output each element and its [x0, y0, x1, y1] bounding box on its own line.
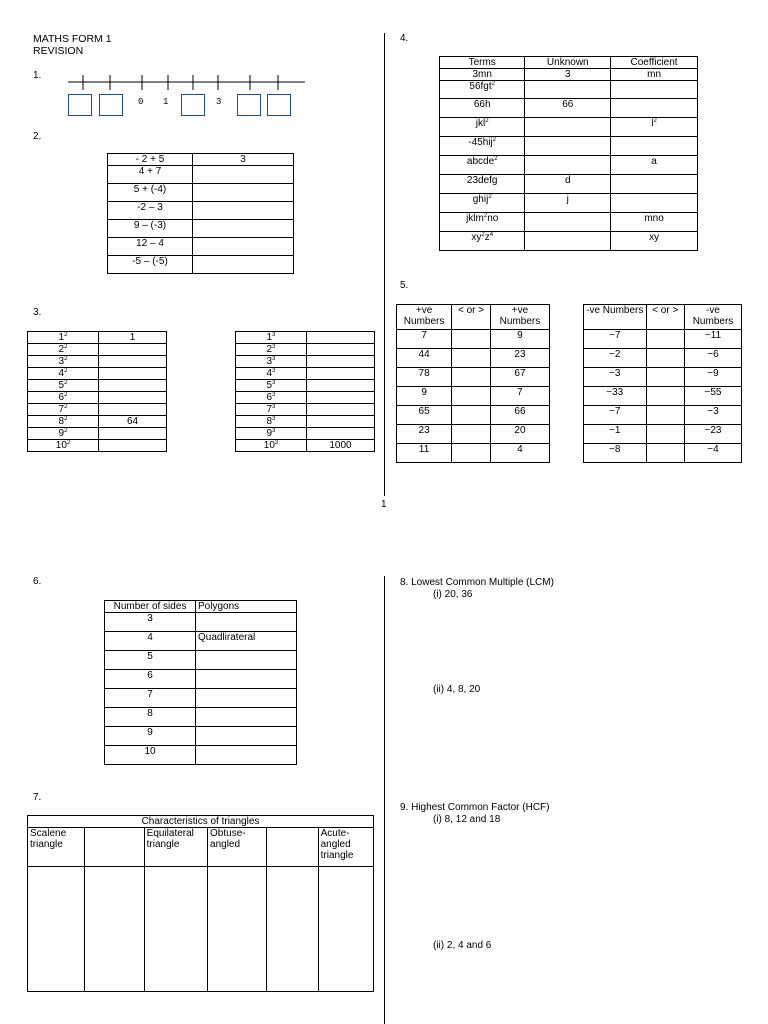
answer-cell[interactable] — [193, 220, 294, 238]
table-row — [440, 175, 698, 194]
table-row — [236, 380, 375, 392]
power-cell: $8^3$ — [236, 416, 307, 428]
exponent: 2 — [64, 416, 68, 422]
coefficient-cell[interactable] — [611, 137, 698, 156]
table-row — [397, 387, 550, 406]
table-row — [108, 154, 294, 166]
comparison-cell[interactable] — [452, 444, 491, 463]
column-header: +ve Numbers — [397, 305, 452, 330]
comparison-cell[interactable] — [646, 349, 684, 368]
term-cell: 23defg — [440, 175, 525, 194]
expression-cell: -2 – 3 — [108, 202, 193, 220]
number-cell: −7 — [584, 330, 647, 349]
table-row — [236, 356, 375, 368]
comparison-cell[interactable] — [646, 406, 684, 425]
answer-box[interactable] — [68, 94, 92, 116]
answer-cell[interactable] — [208, 867, 267, 992]
answer-box[interactable] — [181, 94, 205, 116]
q9-part-2: (ii) 2, 4 and 6 — [433, 940, 492, 951]
expression-cell: - 2 + 5 — [108, 154, 193, 166]
squares-table — [27, 331, 167, 452]
answer-cell[interactable] — [307, 428, 375, 440]
number-cell: −3 — [685, 406, 742, 425]
coefficient-cell[interactable]: mno — [611, 213, 698, 232]
power-cell: $4^2$ — [28, 368, 99, 380]
answer-cell[interactable] — [99, 356, 167, 368]
exponent: 3 — [272, 344, 276, 350]
column-header — [85, 828, 144, 867]
term-cell: -45hij$^2$ — [440, 137, 525, 156]
exponent: 2 — [491, 81, 495, 87]
power-cell: $3^3$ — [236, 356, 307, 368]
column-header: Polygons — [196, 601, 297, 613]
comparison-cell[interactable] — [452, 387, 491, 406]
term-cell: ghij$^2$ — [440, 194, 525, 213]
answer-box[interactable] — [267, 94, 291, 116]
sides-cell: 3 — [105, 613, 196, 632]
column-header: < or > — [452, 305, 491, 330]
positive-compare-table — [396, 304, 550, 463]
table-row — [440, 213, 698, 232]
coefficient-cell[interactable]: xy — [611, 232, 698, 251]
expression-cell: 4 + 7 — [108, 166, 193, 184]
comparison-cell[interactable] — [452, 406, 491, 425]
column-header: Scalene triangle — [28, 828, 85, 867]
number-cell: 66 — [490, 406, 549, 425]
table-row — [440, 69, 698, 81]
number-cell: −11 — [685, 330, 742, 349]
table-row — [105, 689, 297, 708]
column-header — [267, 828, 318, 867]
answer-cell[interactable] — [85, 867, 144, 992]
answer-cell[interactable] — [307, 368, 375, 380]
table-row — [28, 440, 167, 452]
expression-cell: 9 – (-3) — [108, 220, 193, 238]
exponent: 3 — [272, 380, 276, 386]
table-row — [28, 344, 167, 356]
exponent: 2 — [494, 156, 498, 162]
table-row — [105, 613, 297, 632]
tick-label: 0 — [138, 97, 144, 107]
sides-cell: 9 — [105, 727, 196, 746]
exponent: 2 — [481, 232, 485, 238]
polygon-cell[interactable] — [196, 727, 297, 746]
power-cell: $9^2$ — [28, 428, 99, 440]
table-row — [108, 202, 294, 220]
exponent: 3 — [272, 368, 276, 374]
comparison-cell[interactable] — [452, 425, 491, 444]
term-cell: abcde$^2$ — [440, 156, 525, 175]
comparison-cell[interactable] — [646, 387, 684, 406]
answer-row — [28, 867, 374, 992]
sides-cell: 7 — [105, 689, 196, 708]
power-cell: $8^2$ — [28, 416, 99, 428]
coefficient-cell[interactable] — [611, 194, 698, 213]
table-row — [397, 349, 550, 368]
answer-cell[interactable] — [193, 238, 294, 256]
title-line-2: REVISION — [33, 45, 84, 57]
number-cell: −1 — [584, 425, 647, 444]
header-row — [28, 828, 374, 867]
column-header: Terms — [440, 57, 525, 69]
power-cell: $5^2$ — [28, 380, 99, 392]
q8-title: 8. Lowest Common Multiple (LCM) — [400, 577, 554, 588]
comparison-cell[interactable] — [646, 444, 684, 463]
table-row — [105, 632, 297, 651]
unknown-cell[interactable] — [525, 156, 611, 175]
coefficient-cell[interactable] — [611, 99, 698, 118]
power-cell: $2^3$ — [236, 344, 307, 356]
exponent: 2 — [483, 213, 488, 219]
term-cell: jkl$^2$ — [440, 118, 525, 137]
table-row — [236, 368, 375, 380]
q7-label: 7. — [33, 792, 42, 803]
term-cell: 56fgt$^2$ — [440, 81, 525, 99]
exponent: 2 — [485, 118, 489, 124]
answer-cell[interactable] — [99, 344, 167, 356]
exponent: 2 — [66, 440, 71, 446]
column-divider-top — [384, 33, 385, 496]
answer-cell[interactable]: 1 — [99, 332, 167, 344]
q8-part-2: (ii) 4, 8, 20 — [433, 684, 481, 695]
coefficient-cell[interactable]: $l^2$ — [611, 118, 698, 137]
table-row — [236, 440, 375, 452]
polygon-cell[interactable]: Quadlirateral — [196, 632, 297, 651]
answer-cell[interactable] — [99, 368, 167, 380]
terms-table — [439, 56, 698, 251]
polygon-cell[interactable] — [196, 746, 297, 765]
number-cell: 23 — [490, 349, 549, 368]
table-row — [584, 425, 742, 444]
table-row — [105, 670, 297, 689]
table-row — [584, 349, 742, 368]
term-cell: 3mn — [440, 69, 525, 81]
q2-label: 2. — [33, 131, 42, 142]
number-cell: 7 — [397, 330, 452, 349]
table-row — [397, 330, 550, 349]
table-row — [236, 416, 375, 428]
table-row — [440, 232, 698, 251]
exponent: 2 — [653, 118, 657, 124]
table-row — [28, 368, 167, 380]
table-row — [397, 444, 550, 463]
exponent: 2 — [64, 392, 68, 398]
table-row — [584, 368, 742, 387]
header-row — [397, 305, 550, 330]
table-row — [440, 137, 698, 156]
title-row — [28, 816, 374, 828]
exponent: 2 — [488, 194, 492, 200]
table-row — [108, 256, 294, 274]
polygons-table — [104, 600, 297, 765]
q5-label: 5. — [400, 280, 409, 291]
column-header: Number of sides — [105, 601, 196, 613]
number-cell: 20 — [490, 425, 549, 444]
number-cell: 9 — [397, 387, 452, 406]
comparison-cell[interactable] — [452, 349, 491, 368]
column-header: +ve Numbers — [490, 305, 549, 330]
sides-cell: 10 — [105, 746, 196, 765]
tick-label: 1 — [163, 97, 169, 107]
column-header: Acute-angled triangle — [318, 828, 373, 867]
table-row — [236, 332, 375, 344]
exponent: 2 — [64, 368, 68, 374]
q9-part-1: (i) 8, 12 and 18 — [433, 814, 501, 825]
coefficient-cell[interactable] — [611, 175, 698, 194]
table-row — [584, 330, 742, 349]
integer-operations-table — [107, 153, 294, 274]
coefficient-cell[interactable]: mn — [611, 69, 698, 81]
table-row — [28, 356, 167, 368]
comparison-cell[interactable] — [646, 330, 684, 349]
answer-cell[interactable] — [28, 867, 85, 992]
exponent: 3 — [272, 356, 276, 362]
q1-label: 1. — [33, 70, 42, 81]
term-cell: $xy^2z^4$ — [440, 232, 525, 251]
table-row — [397, 425, 550, 444]
term-cell: 66h — [440, 99, 525, 118]
answer-cell[interactable] — [193, 256, 294, 274]
exponent: 3 — [274, 440, 279, 446]
column-header: -ve Numbers — [685, 305, 742, 330]
power-cell: $6^2$ — [28, 392, 99, 404]
term-cell: jklm$^2$no — [440, 213, 525, 232]
column-header: Obtuse-angled — [208, 828, 267, 867]
answer-box[interactable] — [237, 94, 261, 116]
table-row — [584, 406, 742, 425]
power-cell: $7^2$ — [28, 404, 99, 416]
polygon-cell[interactable] — [196, 670, 297, 689]
header-row — [105, 601, 297, 613]
table-row — [236, 404, 375, 416]
table-row — [440, 118, 698, 137]
comparison-cell[interactable] — [452, 330, 491, 349]
answer-cell[interactable] — [99, 428, 167, 440]
table-row — [28, 404, 167, 416]
table-row — [236, 392, 375, 404]
number-cell: −3 — [584, 368, 647, 387]
negative-compare-table — [583, 304, 742, 463]
expression-cell: 12 – 4 — [108, 238, 193, 256]
answer-cell[interactable] — [193, 184, 294, 202]
number-cell: −9 — [685, 368, 742, 387]
exponent: 3 — [272, 416, 276, 422]
answer-cell[interactable] — [307, 416, 375, 428]
answer-cell[interactable]: 1000 — [307, 440, 375, 452]
table-row — [440, 99, 698, 118]
table-row — [584, 444, 742, 463]
answer-cell[interactable]: 3 — [193, 154, 294, 166]
number-cell: −4 — [685, 444, 742, 463]
coefficient-cell[interactable] — [611, 81, 698, 99]
power-cell: $3^2$ — [28, 356, 99, 368]
expression-cell: -5 – (-5) — [108, 256, 193, 274]
page-number: 1 — [381, 499, 387, 510]
column-header: Coefficient — [611, 57, 698, 69]
unknown-cell[interactable] — [525, 137, 611, 156]
table-title: Characteristics of triangles — [28, 816, 374, 828]
triangles-table — [27, 815, 374, 992]
table-row — [105, 727, 297, 746]
table-row — [28, 332, 167, 344]
column-header: Equilateral triangle — [144, 828, 207, 867]
exponent: 2 — [64, 356, 68, 362]
q4-label: 4. — [400, 33, 409, 44]
exponent: 2 — [492, 137, 497, 143]
number-cell: −8 — [584, 444, 647, 463]
answer-cell[interactable] — [267, 867, 318, 992]
table-row — [105, 708, 297, 727]
unknown-cell[interactable] — [525, 213, 611, 232]
exponent: 3 — [272, 392, 276, 398]
polygon-cell[interactable] — [196, 651, 297, 670]
answer-box[interactable] — [99, 94, 123, 116]
power-cell: $10^2$ — [28, 440, 99, 452]
polygon-cell[interactable] — [196, 613, 297, 632]
exponent: 3 — [272, 332, 276, 338]
table-row — [440, 81, 698, 99]
number-cell: 9 — [490, 330, 549, 349]
unknown-cell[interactable] — [525, 232, 611, 251]
unknown-cell[interactable]: 66 — [525, 99, 611, 118]
table-row — [108, 238, 294, 256]
q9-title: 9. Highest Common Factor (HCF) — [400, 802, 550, 813]
unknown-cell[interactable] — [525, 81, 611, 99]
answer-cell[interactable] — [99, 440, 167, 452]
unknown-cell[interactable]: 3 — [525, 69, 611, 81]
q3-label: 3. — [33, 307, 42, 318]
power-cell: $1^3$ — [236, 332, 307, 344]
exponent: 2 — [64, 344, 68, 350]
power-cell: $4^3$ — [236, 368, 307, 380]
answer-cell[interactable] — [144, 867, 207, 992]
number-cell: 4 — [490, 444, 549, 463]
tick-label: 3 — [216, 97, 222, 107]
number-cell: 65 — [397, 406, 452, 425]
cubes-table — [235, 331, 375, 452]
table-row — [105, 746, 297, 765]
unknown-cell[interactable] — [525, 118, 611, 137]
answer-cell[interactable] — [193, 202, 294, 220]
table-row — [105, 651, 297, 670]
power-cell: $7^3$ — [236, 404, 307, 416]
power-cell: $9^3$ — [236, 428, 307, 440]
answer-cell[interactable] — [307, 332, 375, 344]
polygon-cell[interactable] — [196, 689, 297, 708]
number-cell: 44 — [397, 349, 452, 368]
column-header: -ve Numbers — [584, 305, 647, 330]
unknown-cell[interactable]: j — [525, 194, 611, 213]
table-row — [440, 156, 698, 175]
table-row — [28, 416, 167, 428]
q6-label: 6. — [33, 576, 42, 587]
table-row — [108, 184, 294, 202]
number-cell: −23 — [685, 425, 742, 444]
sides-cell: 6 — [105, 670, 196, 689]
exponent: 3 — [272, 404, 276, 410]
table-row — [28, 380, 167, 392]
worksheet-title — [33, 33, 112, 57]
exponent: 2 — [64, 404, 68, 410]
number-cell: 7 — [490, 387, 549, 406]
power-cell: $1^2$ — [28, 332, 99, 344]
number-cell: −2 — [584, 349, 647, 368]
table-row — [397, 406, 550, 425]
answer-cell[interactable] — [193, 166, 294, 184]
comparison-cell[interactable] — [646, 368, 684, 387]
q8-part-1: (i) 20, 36 — [433, 589, 473, 600]
table-row — [236, 428, 375, 440]
power-cell: $10^3$ — [236, 440, 307, 452]
polygon-cell[interactable] — [196, 708, 297, 727]
power-cell: $5^3$ — [236, 380, 307, 392]
number-cell: 11 — [397, 444, 452, 463]
sides-cell: 8 — [105, 708, 196, 727]
answer-cell[interactable] — [307, 380, 375, 392]
table-row — [236, 344, 375, 356]
table-row — [584, 387, 742, 406]
column-header: Unknown — [525, 57, 611, 69]
number-cell: −55 — [685, 387, 742, 406]
answer-cell[interactable] — [318, 867, 373, 992]
coefficient-cell[interactable]: a — [611, 156, 698, 175]
table-row — [28, 428, 167, 440]
comparison-cell[interactable] — [646, 425, 684, 444]
exponent: 2 — [64, 380, 68, 386]
number-cell: 23 — [397, 425, 452, 444]
number-cell: 78 — [397, 368, 452, 387]
comparison-cell[interactable] — [452, 368, 491, 387]
answer-cell[interactable] — [307, 344, 375, 356]
answer-cell[interactable] — [307, 404, 375, 416]
column-divider-bottom — [384, 576, 385, 1024]
exponent: 2 — [64, 428, 68, 434]
header-row — [440, 57, 698, 69]
table-row — [108, 220, 294, 238]
answer-cell[interactable] — [307, 392, 375, 404]
table-row — [28, 392, 167, 404]
answer-cell[interactable] — [99, 404, 167, 416]
exponent: 4 — [489, 232, 494, 238]
power-cell: $6^3$ — [236, 392, 307, 404]
number-cell: −33 — [584, 387, 647, 406]
number-cell: −7 — [584, 406, 647, 425]
table-row — [108, 166, 294, 184]
unknown-cell[interactable]: d — [525, 175, 611, 194]
header-row — [584, 305, 742, 330]
sides-cell: 4 — [105, 632, 196, 651]
column-header: < or > — [646, 305, 684, 330]
title-line-1: MATHS FORM 1 — [33, 33, 112, 45]
power-cell: $2^2$ — [28, 344, 99, 356]
table-row — [440, 194, 698, 213]
answer-cell[interactable] — [99, 392, 167, 404]
answer-cell[interactable]: 64 — [99, 416, 167, 428]
expression-cell: 5 + (-4) — [108, 184, 193, 202]
exponent: 3 — [272, 428, 276, 434]
sides-cell: 5 — [105, 651, 196, 670]
table-row — [397, 368, 550, 387]
number-cell: −6 — [685, 349, 742, 368]
exponent: 2 — [64, 332, 68, 338]
answer-cell[interactable] — [99, 380, 167, 392]
answer-cell[interactable] — [307, 356, 375, 368]
number-cell: 67 — [490, 368, 549, 387]
